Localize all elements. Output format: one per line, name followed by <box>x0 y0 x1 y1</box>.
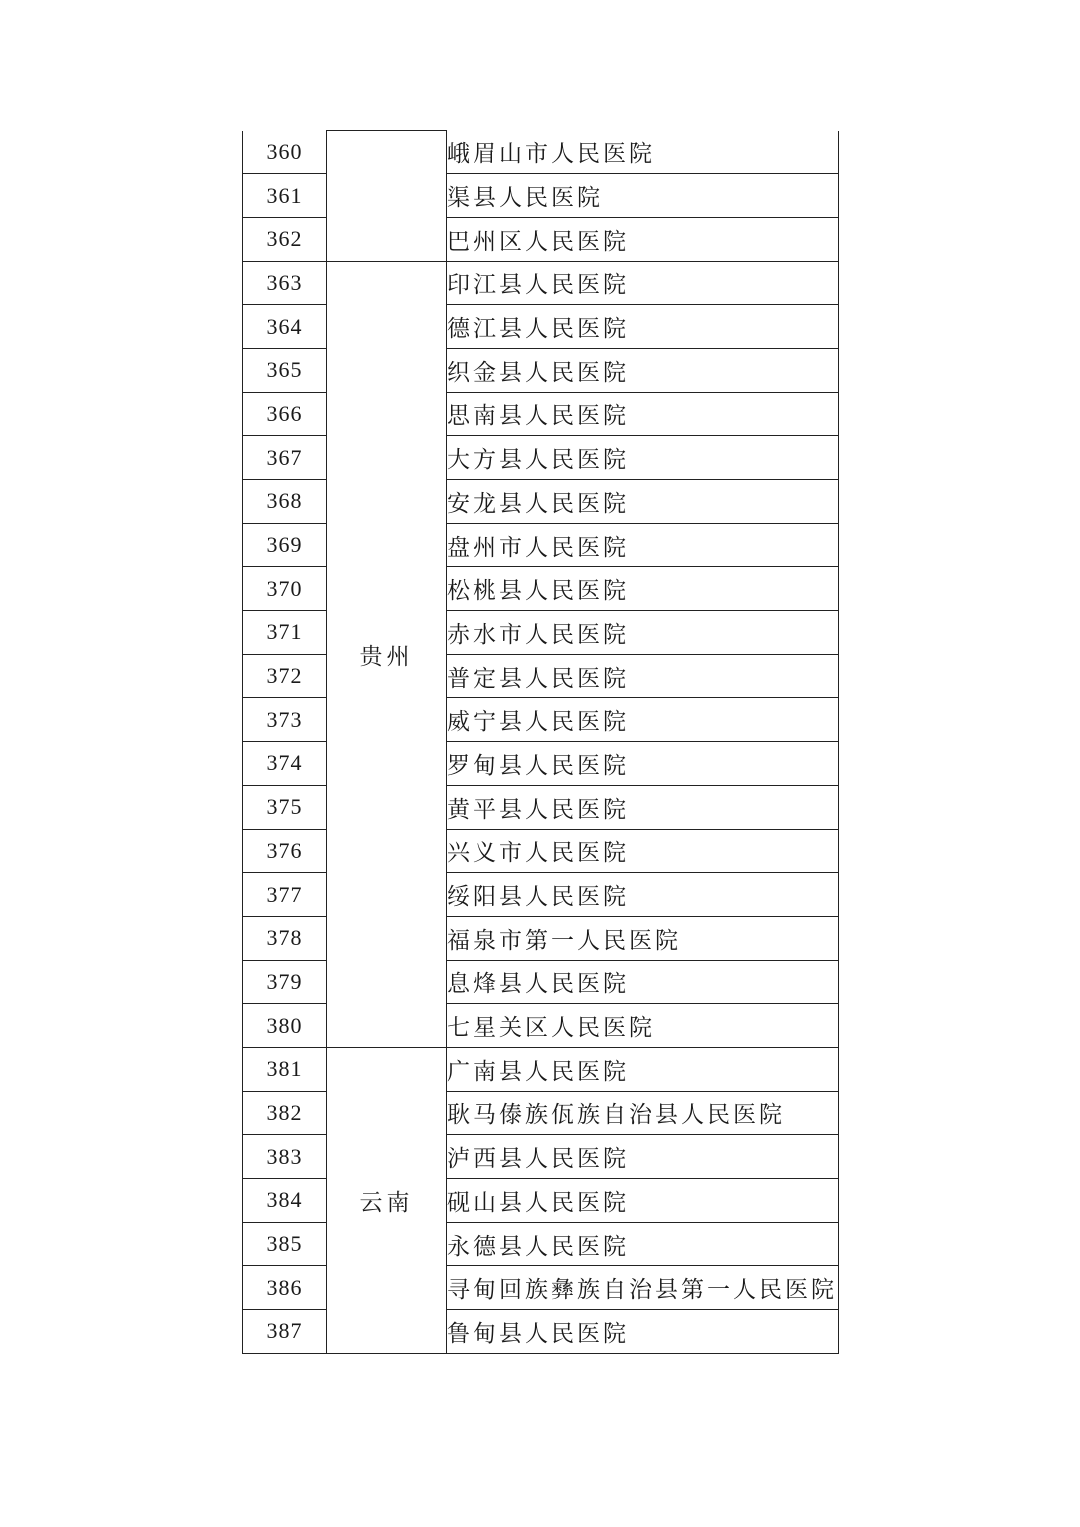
row-number: 361 <box>243 174 327 218</box>
row-number: 370 <box>243 567 327 611</box>
row-number: 375 <box>243 785 327 829</box>
row-number: 374 <box>243 742 327 786</box>
hospital-name: 赤水市人民医院 <box>447 611 839 655</box>
hospital-name: 罗甸县人民医院 <box>447 742 839 786</box>
hospital-name: 砚山县人民医院 <box>447 1179 839 1223</box>
hospital-name: 寻甸回族彝族自治县第一人民医院 <box>447 1266 839 1310</box>
hospital-name: 峨眉山市人民医院 <box>447 131 839 174</box>
hospital-name: 福泉市第一人民医院 <box>447 916 839 960</box>
hospital-name: 渠县人民医院 <box>447 174 839 218</box>
hospital-name: 威宁县人民医院 <box>447 698 839 742</box>
row-number: 367 <box>243 436 327 480</box>
row-number: 362 <box>243 217 327 261</box>
row-number: 383 <box>243 1135 327 1179</box>
hospital-name: 兴义市人民医院 <box>447 829 839 873</box>
row-number: 384 <box>243 1179 327 1223</box>
hospital-name: 绥阳县人民医院 <box>447 873 839 917</box>
row-number: 368 <box>243 480 327 524</box>
hospital-name: 大方县人民医院 <box>447 436 839 480</box>
hospital-name: 泸西县人民医院 <box>447 1135 839 1179</box>
row-number: 372 <box>243 654 327 698</box>
hospital-name: 鲁甸县人民医院 <box>447 1310 839 1354</box>
row-number: 360 <box>243 131 327 174</box>
row-number: 363 <box>243 261 327 305</box>
row-number: 381 <box>243 1047 327 1091</box>
hospital-name: 盘州市人民医院 <box>447 523 839 567</box>
row-number: 376 <box>243 829 327 873</box>
row-number: 379 <box>243 960 327 1004</box>
hospital-name: 安龙县人民医院 <box>447 480 839 524</box>
row-number: 373 <box>243 698 327 742</box>
hospital-name: 织金县人民医院 <box>447 348 839 392</box>
table-row <box>243 261 839 305</box>
hospital-name: 广南县人民医院 <box>447 1047 839 1091</box>
row-number: 365 <box>243 348 327 392</box>
hospital-name: 黄平县人民医院 <box>447 785 839 829</box>
province-cell-guizhou: 贵州 <box>327 261 447 1047</box>
row-number: 371 <box>243 611 327 655</box>
hospital-name: 德江县人民医院 <box>447 305 839 349</box>
row-number: 377 <box>243 873 327 917</box>
row-number: 382 <box>243 1091 327 1135</box>
hospital-name: 巴州区人民医院 <box>447 217 839 261</box>
hospital-name: 耿马傣族佤族自治县人民医院 <box>447 1091 839 1135</box>
row-number: 378 <box>243 916 327 960</box>
row-number: 385 <box>243 1222 327 1266</box>
row-number: 369 <box>243 523 327 567</box>
table-row <box>243 131 839 174</box>
hospital-name: 息烽县人民医院 <box>447 960 839 1004</box>
hospital-name: 松桃县人民医院 <box>447 567 839 611</box>
row-number: 387 <box>243 1310 327 1354</box>
table-row <box>243 1047 839 1091</box>
hospital-table <box>242 130 839 1354</box>
hospital-name: 普定县人民医院 <box>447 654 839 698</box>
row-number: 380 <box>243 1004 327 1048</box>
province-cell <box>327 131 447 262</box>
hospital-name: 永德县人民医院 <box>447 1222 839 1266</box>
hospital-name: 印江县人民医院 <box>447 261 839 305</box>
row-number: 364 <box>243 305 327 349</box>
province-cell-yunnan: 云南 <box>327 1047 447 1353</box>
row-number: 386 <box>243 1266 327 1310</box>
hospital-name: 七星关区人民医院 <box>447 1004 839 1048</box>
hospital-name: 思南县人民医院 <box>447 392 839 436</box>
row-number: 366 <box>243 392 327 436</box>
